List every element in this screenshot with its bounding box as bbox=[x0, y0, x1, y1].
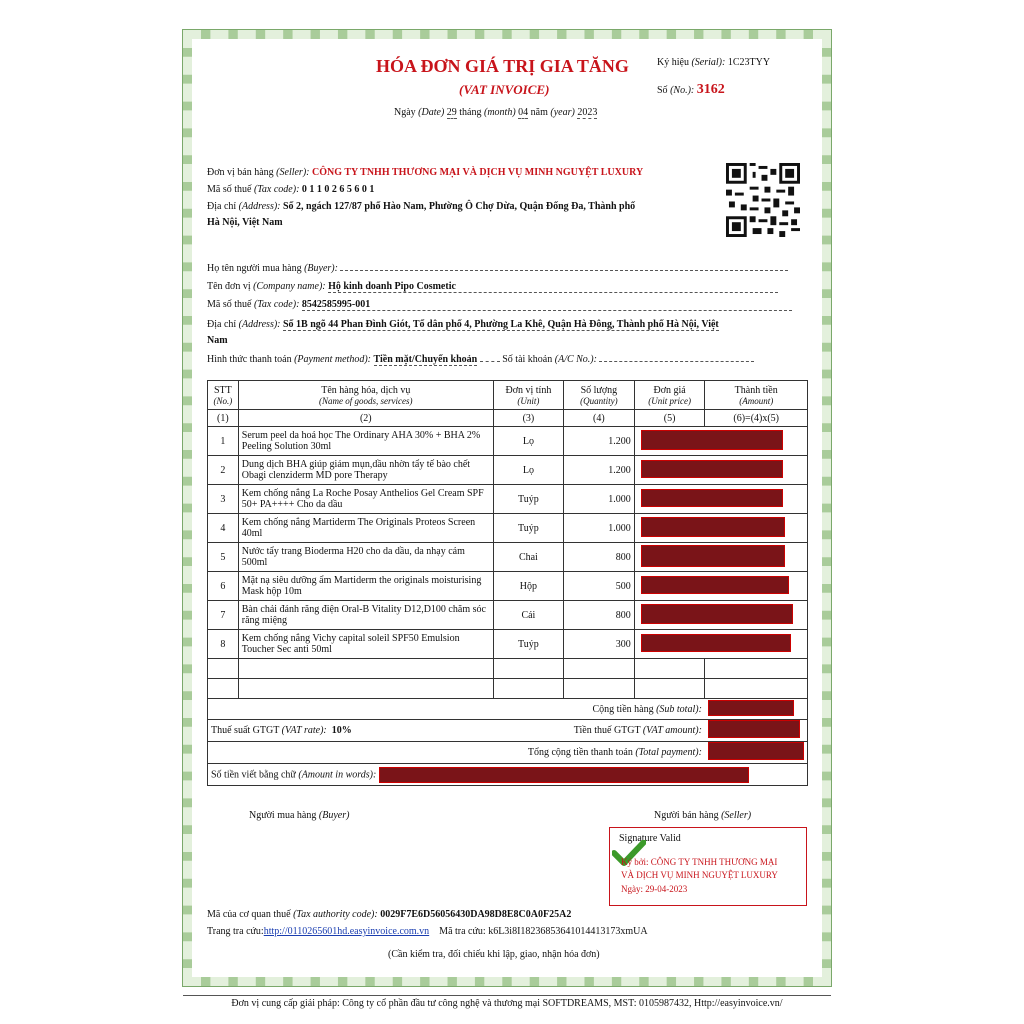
seller-address-label: Địa chỉ bbox=[207, 201, 237, 212]
buyer-label: Họ tên người mua hàng bbox=[207, 263, 302, 274]
footer: Đơn vị cung cấp giải pháp: Công ty cổ phần đầu tư công nghệ và thương mại SOFTDREAMS, MST: 0105987432, Http://easyinvoice.vn/ bbox=[183, 995, 831, 1009]
buyer-name-field bbox=[340, 270, 788, 271]
date-label: Ngày bbox=[394, 107, 416, 118]
serial bbox=[657, 57, 770, 68]
payment-method: Tiền mặt/Chuyển khoản bbox=[373, 354, 478, 365]
header-amount: Thành tiền (Amount) bbox=[705, 381, 808, 410]
invoice-number bbox=[657, 82, 725, 98]
number-label: Số bbox=[657, 85, 668, 96]
signature-valid-text: Signature Valid bbox=[619, 833, 681, 844]
company-name: Hộ kinh doanh Pipo Cosmetic bbox=[328, 281, 778, 293]
lookup-line: Trang tra cứu:http://0110265601hd.easyinvoice.com.vn Mã tra cứu: k6L3i8I18236853641014413173xmUA bbox=[207, 926, 648, 937]
account-field bbox=[599, 361, 754, 362]
table-row: 8 Kem chống nắng Vichy capital soleil SPF50 Emulsion Toucher Sec anti 50ml Tuýp 300 bbox=[208, 630, 808, 659]
vat-rate-value: 10% bbox=[331, 725, 352, 736]
redacted-subtotal bbox=[708, 700, 794, 716]
redacted-price bbox=[641, 545, 785, 567]
header-qty: Số lượng (Quantity) bbox=[563, 381, 634, 410]
signed-by: Ký bởi: CÔNG TY TNHH THƯƠNG MẠI bbox=[621, 857, 778, 867]
number-label-en: (No.): bbox=[670, 85, 695, 96]
table-header bbox=[208, 381, 808, 410]
date-year: 2023 bbox=[577, 107, 598, 118]
invoice-title: HÓA ĐƠN GIÁ TRỊ GIA TĂNG bbox=[376, 56, 629, 76]
qr-code-icon bbox=[726, 163, 800, 237]
words-row: Số tiền viết bằng chữ (Amount in words): bbox=[208, 764, 808, 786]
date-month: 04 bbox=[518, 107, 529, 118]
lookup-link[interactable]: http://0110265601hd.easyinvoice.com.vn bbox=[263, 926, 430, 937]
seller-tax-label-en: (Tax code): bbox=[253, 184, 300, 195]
number-value: 3162 bbox=[696, 82, 725, 97]
seller-signature-label: Người bán hàng (Seller) bbox=[654, 810, 752, 821]
seller-name-line bbox=[207, 167, 643, 178]
redacted-price bbox=[641, 576, 789, 594]
payment-label-en: (Payment method): bbox=[294, 354, 371, 365]
seller-address-line bbox=[207, 201, 635, 212]
redacted-price bbox=[641, 634, 791, 652]
seller-address-cont: Hà Nội, Việt Nam bbox=[207, 217, 283, 228]
buyer-name-line bbox=[207, 263, 807, 274]
header-unit: Đơn vị tính (Unit) bbox=[493, 381, 563, 410]
redacted-vat bbox=[708, 720, 800, 738]
payment-label: Hình thức thanh toán bbox=[207, 354, 292, 365]
buyer-company-line bbox=[207, 281, 778, 293]
serial-label: Ký hiệu bbox=[657, 57, 689, 68]
buyer-signature-label: Người mua hàng (Buyer) bbox=[249, 810, 350, 821]
buyer-tax-line bbox=[207, 299, 792, 311]
seller-label-en: (Seller): bbox=[276, 167, 310, 178]
subtotal-row: Cộng tiền hàng (Sub total): bbox=[208, 699, 808, 720]
company-label-en: (Company name): bbox=[253, 281, 326, 292]
redacted-total bbox=[708, 742, 804, 760]
vat-row: Thuế suất GTGT (VAT rate): 10% Tiền thuế GTGT (VAT amount): bbox=[208, 720, 808, 742]
header-name: Tên hàng hóa, dịch vụ (Name of goods, services) bbox=[238, 381, 493, 410]
table-row: 7 Bàn chải đánh răng điện Oral-B Vitality D12,D100 chăm sóc răng miệng Cái 800 bbox=[208, 601, 808, 630]
date-day: 29 bbox=[446, 107, 457, 118]
redacted-price bbox=[641, 430, 783, 450]
redacted-price bbox=[641, 604, 793, 624]
table-row: 4 Kem chống nắng Martiderm The Originals Proteos Screen 40ml Tuýp 1.000 bbox=[208, 514, 808, 543]
items-table bbox=[207, 380, 808, 786]
table-row: 2 Dung dịch BHA giúp giảm mụn,dầu nhờn tẩy tế bào chết Obagi clenziderm MD pore Therapy Lọ 1.200 bbox=[208, 456, 808, 485]
payment-line bbox=[207, 354, 754, 365]
redacted-price bbox=[641, 489, 783, 507]
buyer-label-en: (Buyer): bbox=[304, 263, 338, 274]
buyer-address-cont: Nam bbox=[207, 335, 228, 346]
invoice-date bbox=[394, 107, 597, 118]
serial-label-en: (Serial): bbox=[691, 57, 726, 68]
signed-by-cont: VÀ DỊCH VỤ MINH NGUYỆT LUXURY bbox=[621, 870, 778, 880]
table-row: 3 Kem chống nắng La Roche Posay Anthelios Gel Cream SPF 50+ PA++++ Cho da dầu Tuýp 1.000 bbox=[208, 485, 808, 514]
table-row-empty bbox=[208, 679, 808, 699]
account-label: Số tài khoản bbox=[502, 354, 553, 365]
buyer-address-label: Địa chỉ bbox=[207, 319, 237, 330]
year-label: năm bbox=[530, 107, 548, 118]
seller-label: Đơn vị bán hàng bbox=[207, 167, 274, 178]
lookup-code: k6L3i8I18236853641014413173xmUA bbox=[488, 926, 648, 937]
digital-signature-box bbox=[609, 827, 807, 906]
seller-tax-label: Mã số thuế bbox=[207, 184, 252, 195]
invoice-subtitle: (VAT INVOICE) bbox=[459, 82, 550, 97]
seller-address: Số 2, ngách 127/87 phố Hào Nam, Phường Ô Chợ Dừa, Quận Đống Đa, Thành phố bbox=[283, 201, 636, 212]
redacted-price bbox=[641, 517, 785, 537]
buyer-tax-label: Mã số thuế bbox=[207, 299, 252, 310]
month-label: tháng bbox=[459, 107, 482, 118]
year-label-en: (year) bbox=[550, 107, 575, 118]
seller-tax-code: 0 1 1 0 2 6 5 6 0 1 bbox=[301, 184, 375, 195]
table-row-empty bbox=[208, 659, 808, 679]
buyer-tax-code: 8542585995-001 bbox=[302, 299, 792, 311]
month-label-en: (month) bbox=[484, 107, 516, 118]
signed-date: Ngày: 29-04-2023 bbox=[621, 884, 688, 894]
serial-value: 1C23TYY bbox=[727, 57, 771, 68]
buyer-tax-label-en: (Tax code): bbox=[253, 299, 300, 310]
table-row: 6 Mặt nạ siêu dưỡng ẩm Martiderm the originals moisturising Mask hộp 10m Hộp 500 bbox=[208, 572, 808, 601]
seller-name: CÔNG TY TNHH THƯƠNG MẠI VÀ DỊCH VỤ MINH NGUYỆT LUXURY bbox=[312, 167, 644, 178]
header-no: STT (No.) bbox=[208, 381, 239, 410]
check-note: (Cần kiểm tra, đối chiếu khi lập, giao, nhận hóa đơn) bbox=[388, 949, 600, 960]
redacted-price bbox=[641, 460, 783, 478]
total-row: Tổng cộng tiền thanh toán (Total payment): bbox=[208, 742, 808, 764]
authority-line: Mã của cơ quan thuế (Tax authority code): 0029F7E6D56056430DA98D8E8C0A0F25A2 bbox=[207, 909, 572, 920]
account-label-en: (A/C No.): bbox=[554, 354, 597, 365]
company-label: Tên đơn vị bbox=[207, 281, 251, 292]
table-row: 1 Serum peel da hoá học The Ordinary AHA 30% + BHA 2% Peeling Solution 30ml Lọ 1.200 bbox=[208, 427, 808, 456]
redacted-amount-words bbox=[379, 767, 749, 783]
table-row: 5 Nước tẩy trang Bioderma H20 cho da dầu, da nhạy cảm 500ml Chai 800 bbox=[208, 543, 808, 572]
index-row: (1) (2) (3) (4) (5) (6)=(4)x(5) bbox=[208, 410, 808, 427]
buyer-address-line bbox=[207, 319, 719, 330]
buyer-address-label-en: (Address): bbox=[238, 319, 281, 330]
seller-tax-line bbox=[207, 184, 374, 195]
buyer-address: Số 1B ngõ 44 Phan Đình Giót, Tổ dân phố 4, Phường La Khê, Quận Hà Đông, Thành phố Hà Nội, Việt bbox=[283, 319, 719, 330]
seller-address-label-en: (Address): bbox=[238, 201, 281, 212]
date-label-en: (Date) bbox=[418, 107, 445, 118]
header-price: Đơn giá (Unit price) bbox=[634, 381, 705, 410]
authority-code: 0029F7E6D56056430DA98D8E8C0A0F25A2 bbox=[380, 909, 572, 920]
